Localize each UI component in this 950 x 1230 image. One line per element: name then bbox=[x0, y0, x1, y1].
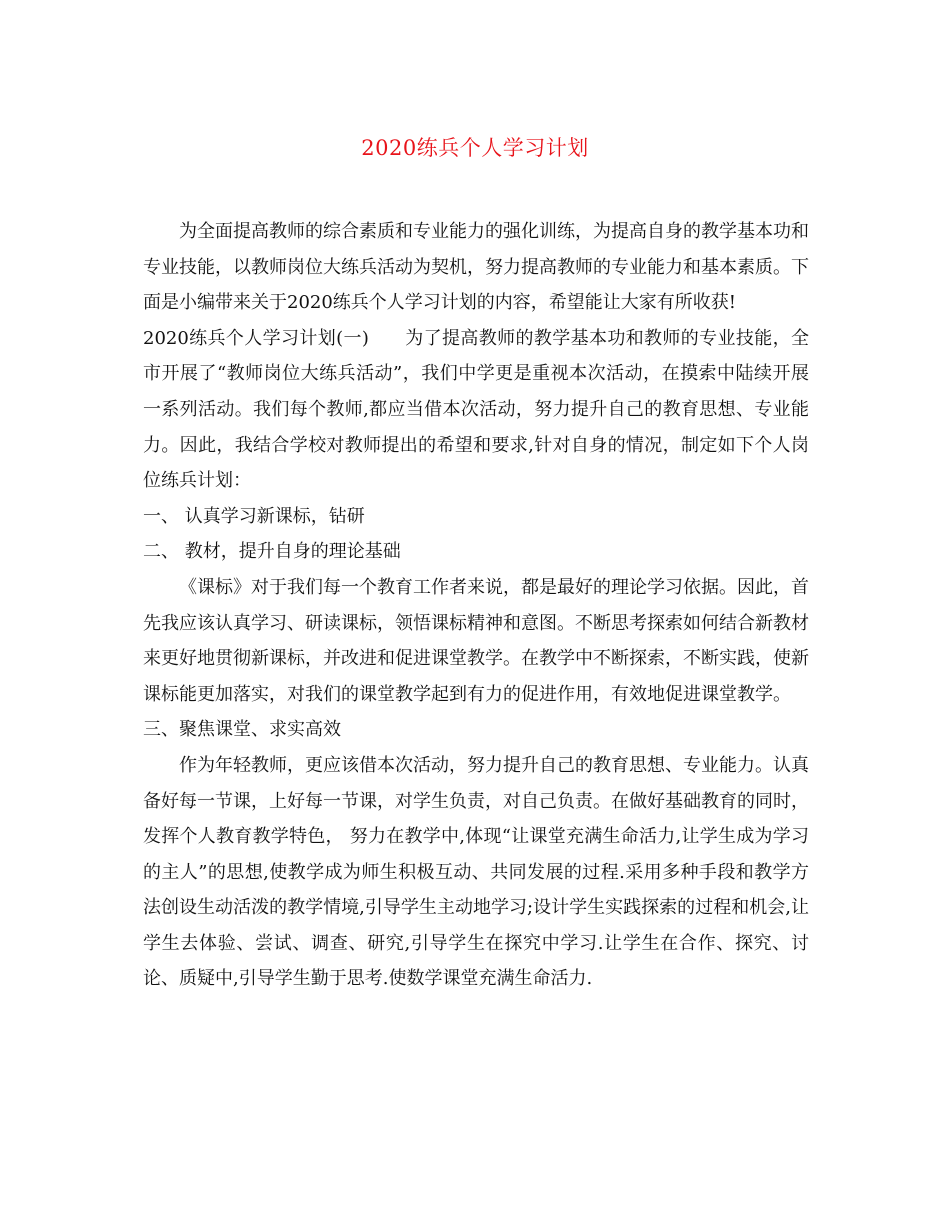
plan1-body: 为了提高教师的教学基本功和教师的专业技能，全市开展了“教师岗位大练兵活动”，我们中学更是重视本次活动，在摸索中陆续开展一系列活动。我们每个教师,都应当借本次活动，努力提升自己的教育思想、专业能力。因此，我结合学校对教师提出的希望和要求,针对自身的情况，制定如下个人岗位练兵计划： bbox=[143, 327, 809, 492]
document-body bbox=[143, 214, 809, 997]
document-title: 2020练兵个人学习计划 bbox=[361, 136, 589, 160]
curriculum-paragraph: 《课标》对于我们每一个教育工作者来说，都是最好的理论学习依据。因此，首先我应该认真学习、研读课标，领悟课标精神和意图。不断思考探索如何结合新教材来更好地贯彻新课标，并改进和促进课堂教学。在教学中不断探索，不断实践，使新课标能更加落实，对我们的课堂教学起到有力的促进作用，有效地促进课堂教学。 bbox=[143, 576, 809, 705]
plan1-paragraph bbox=[143, 321, 809, 499]
section-heading-2: 二、 教材，提升自身的理论基础 bbox=[143, 541, 401, 563]
section-heading-3: 三、聚焦课堂、求实高效 bbox=[143, 719, 341, 741]
intro-paragraph: 为全面提高教师的综合素质和专业能力的强化训练，为提高自身的教学基本功和专业技能，以教师岗位大练兵活动为契机，努力提高教师的专业能力和基本素质。下面是小编带来关于2020练兵个人学习计划的内容，希望能让大家有所收获! bbox=[143, 221, 809, 314]
section-heading-1: 一、 认真学习新课标，钻研 bbox=[143, 505, 365, 527]
plan1-heading: 2020练兵个人学习计划(一) bbox=[143, 327, 369, 349]
classroom-paragraph: 作为年轻教师，更应该借本次活动，努力提升自己的教育思想、专业能力。认真备好每一节课，上好每一节课，对学生负责，对自己负责。在做好基础教育的同时，发挥个人教育教学特色， 努力在教学中,体现“让课堂充满生命活力,让学生成为学习的主人”的思想,使教学成为师生积极互动、共同发展的过程.采用多种手段和教学方法创设生动活泼的教学情境,引导学生主动地学习;设计学生实践探索的过程和机会,让学生去体验、尝试、调查、研究,引导学生在探究中学习.让学生在合作、探究、讨论、质疑中,引导学生勤于思考.使数学课堂充满生命活力. bbox=[143, 754, 809, 990]
